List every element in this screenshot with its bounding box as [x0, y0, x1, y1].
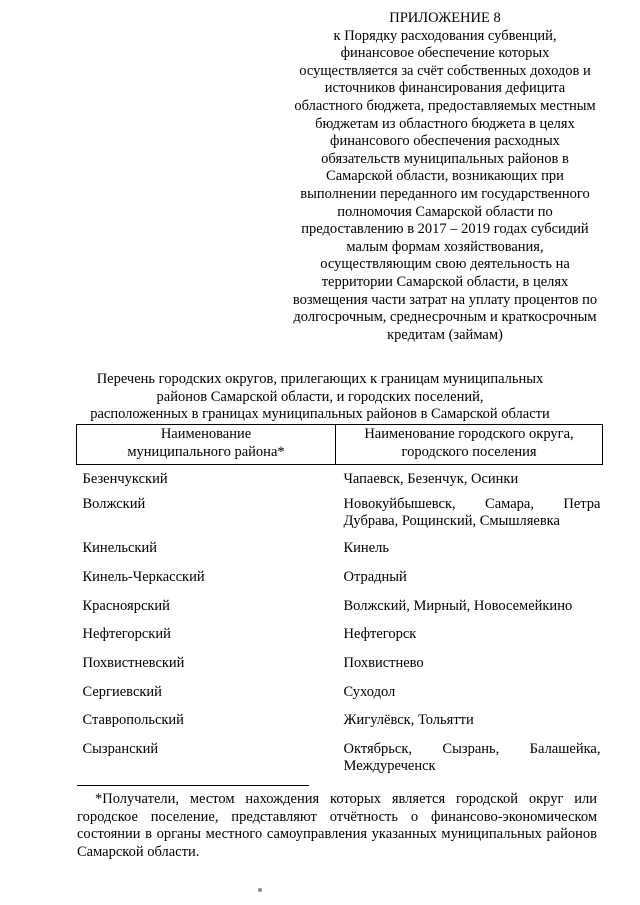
- district-name: Сызранский: [82, 740, 159, 757]
- table-row: [77, 655, 603, 684]
- table-row: [77, 540, 603, 569]
- settlement-names: Октябрьск, Сызрань, Балашейка, Междуреченск: [343, 740, 601, 774]
- district-name: Нефтегорский: [82, 625, 171, 642]
- district-name: Красноярский: [82, 597, 170, 614]
- list-title-line: Перечень городских округов, прилегающих к границам муниципальных: [96, 371, 544, 387]
- appendix-line: возмещения части затрат на уплату процентов по: [292, 291, 598, 308]
- list-title: [40, 371, 600, 424]
- header-district-line: Наименование: [160, 426, 252, 442]
- table-row: [77, 684, 603, 712]
- appendix-line: финансового обеспечения расходных: [330, 133, 560, 150]
- appendix-line: осуществляющим свою деятельность на: [320, 256, 570, 273]
- footnote-divider: [77, 785, 309, 786]
- appendix-line: малым формам хозяйствования,: [346, 238, 544, 255]
- table-row: [77, 598, 603, 626]
- appendix-line: долгосрочным, среднесрочным и краткосрочным: [293, 309, 597, 326]
- table-row: [77, 465, 603, 495]
- table-row: [77, 712, 603, 741]
- appendix-title: ПРИЛОЖЕНИЕ 8: [389, 10, 501, 26]
- settlement-names: Чапаевск, Безенчук, Осинки: [343, 471, 519, 487]
- appendix-line: бюджетам из областного бюджета в целях: [315, 115, 575, 132]
- appendix-line: кредитам (займам): [387, 326, 503, 343]
- scan-dot-mark: [258, 888, 262, 892]
- settlement-names: Отрадный: [343, 568, 407, 585]
- list-title-line: районов Самарской области, и городских поселений,: [156, 388, 484, 405]
- district-name: Ставропольский: [82, 711, 184, 728]
- header-settlement: [336, 425, 603, 465]
- list-title-line: расположенных в границах муниципальных районов в Самарской области: [90, 406, 550, 423]
- appendix-line: финансовое обеспечение которых: [340, 45, 550, 62]
- district-name: Безенчукский: [82, 471, 168, 487]
- appendix-line: Самарской области, возникающих при: [326, 168, 564, 185]
- header-settlement-line: городского поселения: [401, 443, 537, 460]
- appendix-line: полномочия Самарской области по: [337, 203, 553, 220]
- appendix-line: источников финансирования дефицита: [324, 80, 566, 97]
- appendix-line: территории Самарской области, в целях: [321, 273, 569, 290]
- settlement-names: Волжский, Мирный, Новосемейкино: [343, 597, 573, 614]
- footnote: *Получатели, местом нахождения которых является городской округ или городское поселение, представляют отчётность о финансово-экономическом состоянии в органы местного самоуправления указанных муниципальных районов Самарской области.: [77, 791, 597, 860]
- settlement-names: Жигулёвск, Тольятти: [343, 711, 474, 728]
- appendix-heading: [280, 10, 610, 344]
- appendix-description: [280, 28, 610, 345]
- settlement-names: Кинель: [343, 539, 389, 556]
- district-name: Кинель-Черкасский: [82, 568, 205, 585]
- district-name: Похвистневский: [82, 654, 185, 671]
- table-row: [77, 495, 603, 540]
- appendix-line: предоставлению в 2017 – 2019 годах субсидий: [301, 221, 589, 238]
- table-row: [77, 741, 603, 777]
- header-settlement-line: Наименование городского округа,: [364, 426, 574, 442]
- header-district: [77, 425, 336, 465]
- district-name: Кинельский: [82, 539, 157, 556]
- settlement-names: Новокуйбышевск, Самара, Петра Дубрава, Рощинский, Смышляевка: [343, 495, 601, 529]
- appendix-line: обязательств муниципальных районов в: [321, 150, 569, 167]
- settlement-names: Похвистнево: [343, 654, 424, 671]
- appendix-line: областного бюджета, предоставляемых местным: [294, 97, 596, 114]
- districts-table: [76, 424, 603, 777]
- appendix-line: к Порядку расходования субвенций,: [333, 27, 557, 44]
- district-name: Сергиевский: [82, 683, 162, 700]
- settlement-names: Нефтегорск: [343, 625, 417, 642]
- settlement-names: Суходол: [343, 683, 396, 700]
- table-row: [77, 626, 603, 655]
- appendix-line: выполнении переданного им государственного: [300, 185, 590, 202]
- appendix-line: осуществляется за счёт собственных доходов и: [299, 62, 591, 79]
- district-name: Волжский: [82, 495, 146, 512]
- table-row: [77, 569, 603, 598]
- header-district-line: муниципального района*: [127, 443, 285, 460]
- table-header-row: [77, 425, 603, 465]
